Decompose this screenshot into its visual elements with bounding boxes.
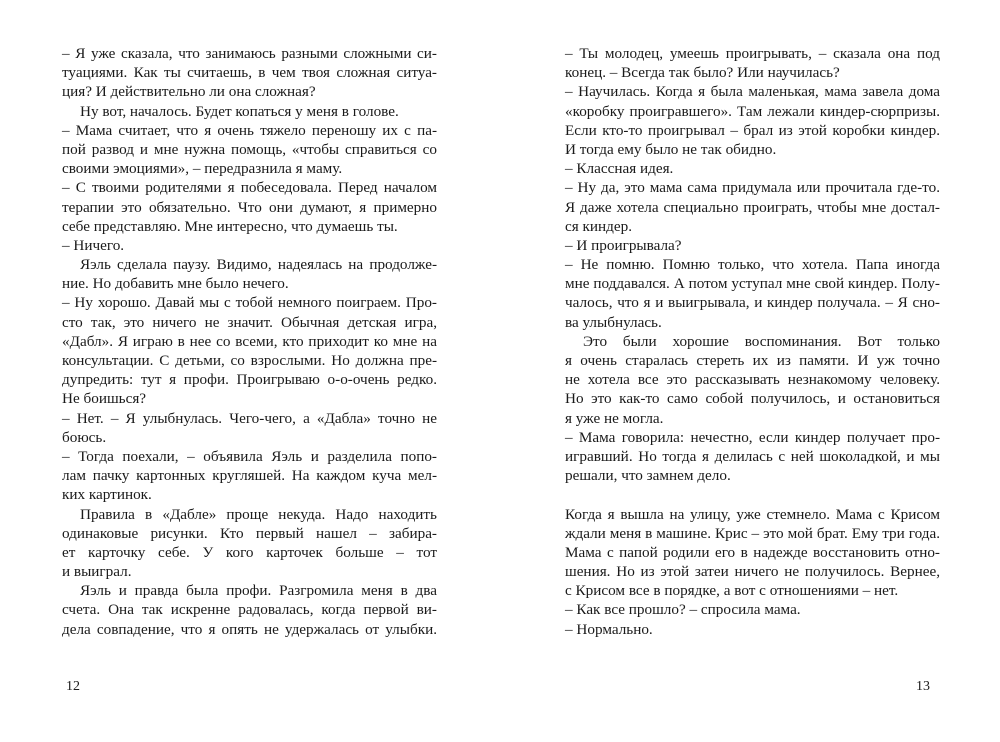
text-line: пой развод и мне нужна помощь, «чтобы справиться со — [62, 140, 437, 158]
text-line: ких картинок. — [62, 486, 152, 504]
text-line — [565, 485, 940, 504]
text-line: консультации. С детьми, со взрослыми. Но должна пре- — [62, 352, 437, 369]
text-line: я уже не могла. — [565, 409, 664, 427]
text-line: Не боишься? — [62, 390, 147, 408]
text-line: Яэль и правда была профи. Разгромила меня в два — [80, 582, 437, 600]
text-line: – Как все прошло? – спросила мама. — [565, 601, 801, 619]
text-line: – Ничего. — [62, 236, 125, 254]
text-line: туациями. Как ты считаешь, в чем твоя сложная ситуа- — [62, 64, 437, 82]
text-line: «коробку проигравшего». Там лежали киндер-сюрпризы. — [565, 102, 940, 120]
text-line: чалось, что я и выигрывала, и киндер получала. – Я сно- — [565, 294, 940, 312]
text-line: шения. Но из этой затеи ничего не получилось. Вернее, — [565, 563, 940, 581]
text-line: – Не помню. Помню только, что хотела. Папа иногда — [565, 256, 940, 274]
text-line: мне поддавался. А потом уступал мне свой киндер. Полу- — [565, 275, 940, 293]
text-line: ние. Но добавить мне было нечего. — [62, 275, 289, 293]
text-line: игравший. Но тогда я делилась с ней шоколадкой, и мы — [565, 447, 940, 465]
text-line: Это были хорошие воспоминания. Вот только — [583, 332, 940, 350]
right-page — [565, 44, 940, 639]
text-line: я очень старалась стереть их из памяти. И уж точно — [565, 352, 940, 369]
text-line: – Ну да, это мама сама придумала или прочитала где-то. — [565, 179, 940, 197]
text-line: конец. – Всегда так было? Или научилась? — [565, 64, 840, 82]
text-line: Когда я вышла на улицу, уже стемнело. Мама с Крисом — [565, 505, 940, 523]
text-line: Мама с папой родили его в надежде восстановить отно- — [565, 543, 940, 561]
text-line: – Классная идея. — [565, 160, 674, 178]
text-line: – Мама считает, что я очень тяжело переношу их с па- — [62, 121, 437, 139]
text-line: ся киндер. — [565, 217, 633, 235]
text-line: Я даже хотела специально проиграть, чтобы мне достал- — [565, 198, 940, 216]
text-line: сто так, это ничего не значит. Обычная детская игра, — [62, 313, 437, 331]
text-line: решали, что замнем дело. — [565, 467, 731, 485]
text-line: – Нет. – Я улыбнулась. Чего-чего, а «Дабла» точно не — [62, 409, 437, 427]
text-line: – С твоими родителями я побеседовала. Перед началом — [62, 179, 437, 197]
text-line: Ну вот, началось. Будет копаться у меня в голове. — [80, 102, 399, 120]
text-line: ет карточку себе. У кого карточек больше – тот — [62, 543, 437, 561]
text-line: – Ты молодец, умеешь проигрывать, – сказала она под — [565, 45, 940, 62]
text-line: боюсь. — [62, 428, 107, 446]
text-line: Яэль сделала паузу. Видимо, надеялась на продолже- — [80, 256, 437, 274]
text-line: счета. Она так искренне радовалась, когда первой ви- — [62, 601, 437, 619]
text-line: – Нормально. — [565, 620, 653, 638]
text-line: лам пачку картонных кругляшей. На каждом куча мел- — [62, 467, 437, 485]
text-line: дела совпадение, что я опять не удержалась от улыбки. — [62, 620, 437, 638]
text-line: дупредить: тут я профи. Проигрываю о-о-очень редко. — [62, 371, 437, 389]
text-line: – Тогда поехали, – объявила Яэль и разделила попо- — [62, 447, 437, 465]
left-page-number: 12 — [66, 679, 80, 694]
text-line: одинаковые рисунки. Кто первый нашел – забира- — [62, 524, 437, 542]
text-line: Но это как-то само собой получилось, и остановиться — [565, 390, 940, 408]
right-page-number: 13 — [916, 679, 930, 694]
text-line: – Научилась. Когда я была маленькая, мама завела дома — [565, 83, 940, 101]
text-line: – Мама говорила: нечестно, если киндер получает про- — [565, 428, 940, 446]
text-line: терапии это обязательно. Что они думают, я примерно — [62, 198, 437, 216]
text-line: Правила в «Дабле» проще некуда. Надо находить — [80, 505, 437, 523]
text-line: ждали меня в машине. Крис – это мой брат. Ему три года. — [565, 524, 940, 542]
text-line: Если кто-то проигрывал – брал из этой коробки киндер. — [565, 121, 940, 139]
text-line: «Дабл». Я играю в нее со всеми, кто приходит ко мне на — [62, 332, 437, 350]
text-line: – Ну хорошо. Давай мы с тобой немного поиграем. Про- — [62, 294, 437, 312]
text-line: И тогда ему было не так обидно. — [565, 140, 777, 158]
text-line: себе представляю. Мне интересно, что думаешь ты. — [62, 217, 398, 235]
left-page — [62, 44, 437, 639]
text-line: своими эмоциями», – передразнила я маму. — [62, 160, 343, 178]
text-line: – И проигрывала? — [565, 236, 682, 254]
text-line: с Крисом все в порядке, а вот с отношениями – нет. — [565, 582, 899, 600]
text-line: – Я уже сказала, что занимаюсь разными сложными си- — [62, 45, 437, 62]
text-line: не хотела все это рассказывать незнакомому человеку. — [565, 371, 940, 389]
text-line: ция? И действительно ли она сложная? — [62, 83, 316, 101]
text-line: и выиграл. — [62, 563, 132, 581]
text-line: ва улыбнулась. — [565, 313, 662, 331]
